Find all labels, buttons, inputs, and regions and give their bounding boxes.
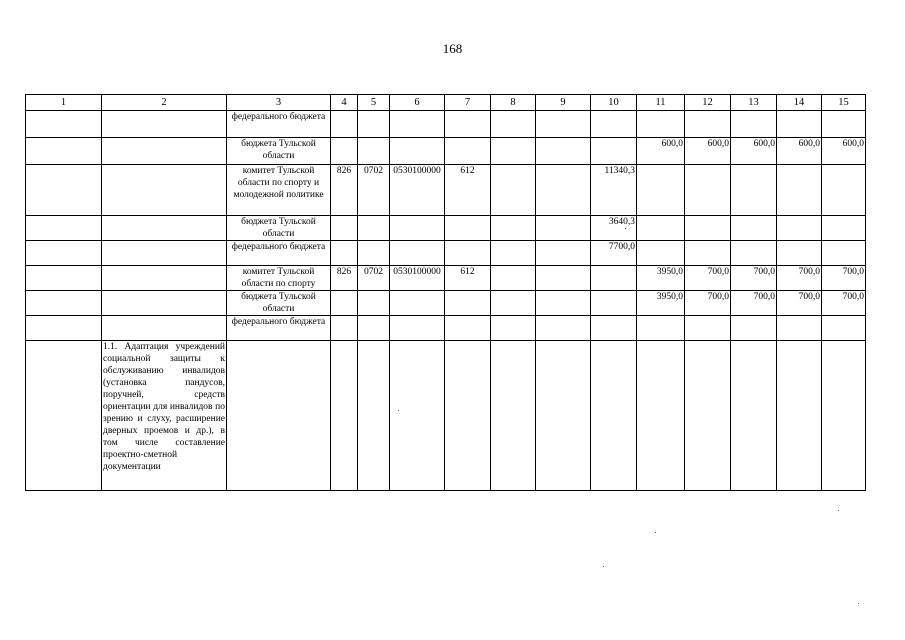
header-cell-14: 14 [777, 95, 822, 111]
header-cell-15: 15 [822, 95, 866, 111]
header-cell-3: 3 [227, 95, 331, 111]
amount-cell-c10: 11340,3 [591, 165, 637, 216]
amount-cell-c10: 7700,0 [591, 241, 637, 266]
header-cell-13: 13 [731, 95, 777, 111]
amount-cell-c15: 700,0 [822, 291, 866, 316]
funding-source-cell: бюджета Тульской области [227, 216, 331, 241]
header-cell-7: 7 [445, 95, 491, 111]
amount-cell-c15 [822, 165, 866, 216]
amount-cell-c13 [731, 241, 777, 266]
cell-col2 [102, 316, 227, 341]
header-cell-6: 6 [390, 95, 445, 111]
amount-cell-c13 [731, 111, 777, 138]
cell-col2 [102, 138, 227, 165]
cell-col8 [491, 291, 536, 316]
funding-source-cell: бюджета Тульской области [227, 138, 331, 165]
funding-source-cell: федерального бюджета [227, 111, 331, 138]
amount-cell-c14 [777, 111, 822, 138]
cell-col8 [491, 111, 536, 138]
code-cell-c5 [358, 216, 390, 241]
amount-cell-c13: 600,0 [731, 138, 777, 165]
cell-col3 [227, 341, 331, 491]
header-row [26, 95, 866, 111]
code-cell-c7 [445, 138, 491, 165]
cell-col9 [536, 216, 591, 241]
code-cell-c6 [390, 241, 445, 266]
amount-cell-c14: 700,0 [777, 291, 822, 316]
code-cell-c6 [390, 316, 445, 341]
funding-source-cell: бюджета Тульской области [227, 291, 331, 316]
cell-col9 [536, 111, 591, 138]
cell-col14 [777, 341, 822, 491]
amount-cell-c15 [822, 316, 866, 341]
code-cell-c5 [358, 138, 390, 165]
code-cell-c6 [390, 138, 445, 165]
cell-col1 [26, 266, 102, 291]
code-cell-c7 [445, 216, 491, 241]
cell-col9 [536, 266, 591, 291]
code-cell-c5 [358, 316, 390, 341]
cell-col6 [390, 341, 445, 491]
cell-col8 [491, 241, 536, 266]
amount-cell-c13 [731, 316, 777, 341]
code-cell-c7: 612 [445, 165, 491, 216]
amount-cell-c11 [637, 216, 685, 241]
code-cell-c4 [331, 138, 358, 165]
header-cell-4: 4 [331, 95, 358, 111]
amount-cell-c14 [777, 165, 822, 216]
cell-col9 [536, 165, 591, 216]
amount-cell-c14: 600,0 [777, 138, 822, 165]
header-cell-5: 5 [358, 95, 390, 111]
amount-cell-c12 [685, 241, 731, 266]
cell-col1 [26, 138, 102, 165]
cell-col1 [26, 316, 102, 341]
amount-cell-c11 [637, 165, 685, 216]
amount-cell-c13 [731, 165, 777, 216]
cell-col2 [102, 165, 227, 216]
cell-col13 [731, 341, 777, 491]
cell-col9 [536, 138, 591, 165]
table-row [26, 165, 866, 216]
amount-cell-c11: 600,0 [637, 138, 685, 165]
cell-col1 [26, 341, 102, 491]
amount-cell-c11 [637, 111, 685, 138]
amount-cell-c12: 600,0 [685, 138, 731, 165]
table-row [26, 316, 866, 341]
cell-col9 [536, 291, 591, 316]
code-cell-c4 [331, 216, 358, 241]
amount-cell-c15: 600,0 [822, 138, 866, 165]
cell-col2 [102, 241, 227, 266]
code-cell-c4 [331, 316, 358, 341]
code-cell-c6 [390, 291, 445, 316]
funding-source-cell: федерального бюджета [227, 241, 331, 266]
amount-cell-c12 [685, 111, 731, 138]
amount-cell-c11 [637, 241, 685, 266]
cell-col2 [102, 216, 227, 241]
amount-cell-c14 [777, 316, 822, 341]
code-cell-c6 [390, 216, 445, 241]
amount-cell-c12 [685, 165, 731, 216]
code-cell-c6: 0530100000 [390, 266, 445, 291]
amount-cell-c10 [591, 266, 637, 291]
amount-cell-c12 [685, 216, 731, 241]
code-cell-c5 [358, 241, 390, 266]
code-cell-c5: 0702 [358, 266, 390, 291]
cell-col1 [26, 241, 102, 266]
amount-cell-c10 [591, 291, 637, 316]
amount-cell-c15 [822, 216, 866, 241]
page-number: 168 [442, 41, 463, 56]
cell-col2 [102, 291, 227, 316]
activity-description: 1.1. Адаптация учреждений социальной защиты к обслуживанию инвалидов (установка пандусов, поручней, средств ориентации для инвалидов по зрению и слуху, расширение дверных проемов и др.), в том числе составление проектно-сметной документации [102, 341, 227, 491]
amount-cell-c14 [777, 216, 822, 241]
cell-col9 [536, 341, 591, 491]
code-cell-c4 [331, 241, 358, 266]
funding-source-cell: комитет Тульской области по спорту и молодежной политике [227, 165, 331, 216]
funding-source-cell: федерального бюджета [227, 316, 331, 341]
cell-col9 [536, 316, 591, 341]
code-cell-c7 [445, 111, 491, 138]
amount-cell-c15 [822, 241, 866, 266]
code-cell-c6 [390, 111, 445, 138]
cell-col8 [491, 316, 536, 341]
cell-col4 [331, 341, 358, 491]
cell-col7 [445, 341, 491, 491]
cell-col1 [26, 111, 102, 138]
amount-cell-c11: 3950,0 [637, 266, 685, 291]
code-cell-c5 [358, 111, 390, 138]
cell-col8 [491, 138, 536, 165]
code-cell-c4 [331, 111, 358, 138]
header-cell-8: 8 [491, 95, 536, 111]
header-cell-11: 11 [637, 95, 685, 111]
cell-col1 [26, 291, 102, 316]
activity-row [26, 341, 866, 491]
table-row [26, 291, 866, 316]
cell-col11 [637, 341, 685, 491]
code-cell-c6: 0530100000 [390, 165, 445, 216]
amount-cell-c15 [822, 111, 866, 138]
cell-col8 [491, 341, 536, 491]
cell-col5 [358, 341, 390, 491]
budget-table [25, 94, 866, 491]
cell-col10 [591, 341, 637, 491]
amount-cell-c14: 700,0 [777, 266, 822, 291]
amount-cell-c12: 700,0 [685, 291, 731, 316]
table-row [26, 241, 866, 266]
amount-cell-c10 [591, 138, 637, 165]
code-cell-c4 [331, 291, 358, 316]
table-row [26, 216, 866, 241]
amount-cell-c12: 700,0 [685, 266, 731, 291]
amount-cell-c10 [591, 316, 637, 341]
funding-source-cell: комитет Тульской области по спорту [227, 266, 331, 291]
code-cell-c4: 826 [331, 165, 358, 216]
cell-col2 [102, 266, 227, 291]
cell-col12 [685, 341, 731, 491]
amount-cell-c10 [591, 111, 637, 138]
code-cell-c7: 612 [445, 266, 491, 291]
cell-col8 [491, 165, 536, 216]
amount-cell-c13: 700,0 [731, 291, 777, 316]
code-cell-c5 [358, 291, 390, 316]
header-cell-2: 2 [102, 95, 227, 111]
amount-cell-c11 [637, 316, 685, 341]
cell-col2 [102, 111, 227, 138]
table-row [26, 111, 866, 138]
cell-col8 [491, 266, 536, 291]
code-cell-c7 [445, 241, 491, 266]
code-cell-c5: 0702 [358, 165, 390, 216]
header-cell-12: 12 [685, 95, 731, 111]
amount-cell-c11: 3950,0 [637, 291, 685, 316]
table-row [26, 138, 866, 165]
amount-cell-c13 [731, 216, 777, 241]
code-cell-c4: 826 [331, 266, 358, 291]
table-row [26, 266, 866, 291]
code-cell-c7 [445, 316, 491, 341]
amount-cell-c15: 700,0 [822, 266, 866, 291]
amount-cell-c14 [777, 241, 822, 266]
code-cell-c7 [445, 291, 491, 316]
amount-cell-c13: 700,0 [731, 266, 777, 291]
header-cell-9: 9 [536, 95, 591, 111]
cell-col9 [536, 241, 591, 266]
amount-cell-c10: 3640,3 [591, 216, 637, 241]
cell-col1 [26, 216, 102, 241]
amount-cell-c12 [685, 316, 731, 341]
cell-col1 [26, 165, 102, 216]
cell-col8 [491, 216, 536, 241]
header-cell-10: 10 [591, 95, 637, 111]
cell-col15 [822, 341, 866, 491]
header-cell-1: 1 [26, 95, 102, 111]
